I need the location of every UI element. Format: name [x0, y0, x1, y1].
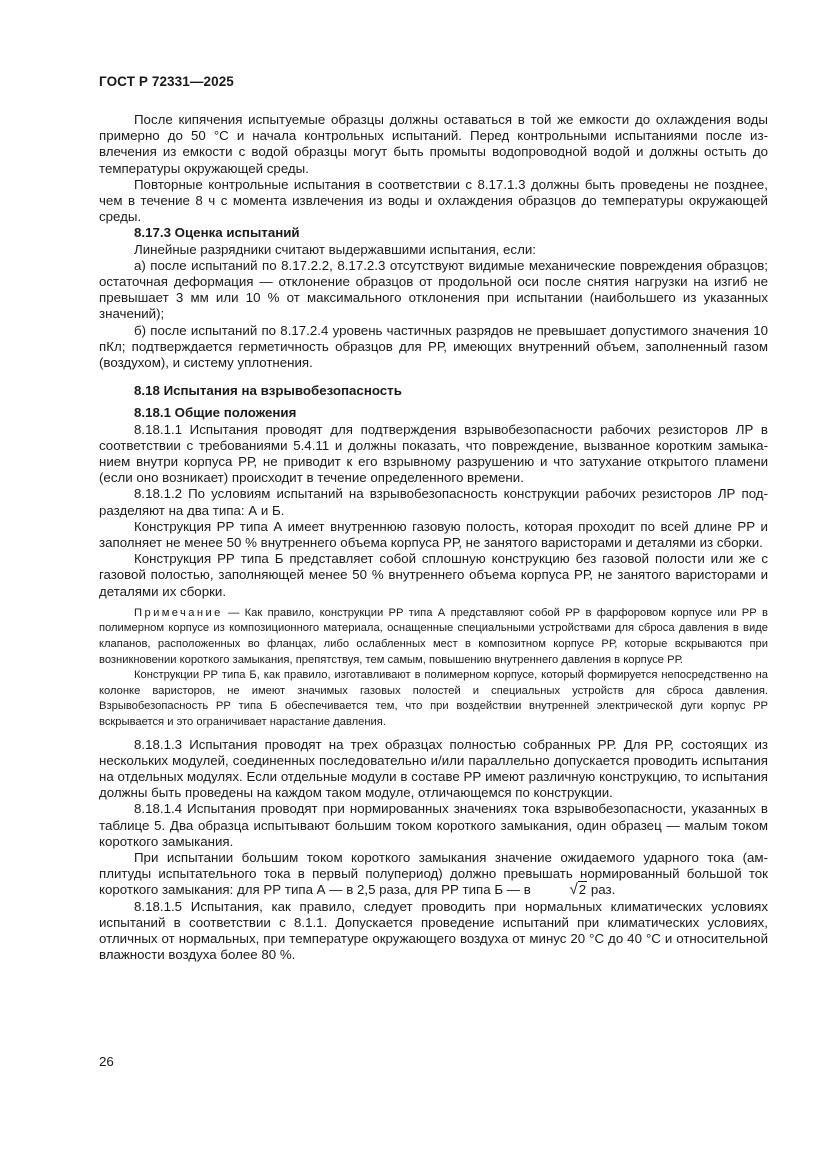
paragraph-high-current-text: При испытании большим током короткого замыкания значение ожидаемого ударного тока (амплитуды испытательного тока в первый полупериод) должно превышать нормированный большой ток короткого замыкания: для РР типа А — в 2,5 раза, для РР типа Б — в: [99, 850, 768, 898]
sqrt-argument: 2: [578, 882, 587, 898]
note-1: [99, 606, 768, 668]
paragraph-repeat-tests: Повторные контрольные испытания в соответствии с 8.17.1.3 должны быть проведены не позднее, чем в течение 8 ч с момента извлечения из воды и охлаждения образцов до температуры окружающей среды.: [99, 176, 768, 225]
paragraph-type-a: Конструкция РР типа А имеет внутреннюю газовую полость, которая проходит по всей длине РР и заполняет не менее 50 % внутреннего объема корпуса РР, не занятого варисторами и деталями из сборки.: [99, 518, 768, 551]
note-label: Примечание: [134, 606, 223, 619]
paragraph-type-b: Конструкция РР типа Б представляет собой сплошную конструкцию без газовой полости или же с газовой полостью, заполняющей менее 50 % внутреннего объема корпуса РР, не занятого варисторами и деталями их сборки.: [99, 551, 768, 599]
section-heading-8-18: 8.18 Испытания на взрывобезопасность: [134, 383, 402, 399]
paragraph-8-18-1-5: 8.18.1.5 Испытания, как правило, следует проводить при нормальных климатических условиях испытаний в соответствии с 8.1.1. Допускается проведение испытаний при климатических условиях, отличных от нормальных, при температуре окружающего воздуха от минус 20 °С до 40 °С и относительной влажности воздуха более 80 %.: [99, 898, 768, 963]
section-heading-8-18-1: 8.18.1 Общие положения: [134, 405, 297, 421]
section-heading-8-17-3: 8.17.3 Оценка испытаний: [134, 225, 300, 241]
list-item-b: б) после испытаний по 8.17.2.4 уровень частичных разрядов не превышает допустимого значения 10 пКл; подтверждается герметичность образцов для РР, имеющих внутренний объем, заполненный газом (воздухом), и систему уплотнения.: [99, 322, 768, 371]
document-header: ГОСТ Р 72331—2025: [99, 74, 234, 89]
paragraph-criteria-intro: Линейные разрядники считают выдержавшими испытания, если:: [134, 241, 536, 257]
note-2: Конструкции РР типа Б, как правило, изготавливают в полимерном корпусе, который формируется непосредственно на колонке варисторов, не имеют значимых газовых полостей и специальных устройств для сброса давления. Взрывобезопасность РР типа Б обеспечивается тем, что при воздействии внутренней электрической дуги корпус РР вскрывается и это ограничивает нарастание давления.: [99, 669, 768, 729]
paragraph-8-18-1-3: 8.18.1.3 Испытания проводят на трех образцах полностью собранных РР. Для РР, состоящих из нескольких модулей, соединенных последовательно и/или параллельно допускается проводить испытания на отдельных модулях. Если отдельные модули в составе РР имеют различную конструкцию, то испытания должны быть проведены на каждом таком модуле, отличающемся по конструкции.: [99, 736, 768, 801]
paragraph-8-18-1-1: 8.18.1.1 Испытания проводят для подтверждения взрывобезопасности рабочих резисторов ЛР в соответствии с требованиями 5.4.11 и должны показать, что повреждение, вызванное коротким замыканием внутри корпуса РР, не приводит к его взрывному разрушению и что затухание открытого пламени (если оно возникает) происходит в течение определенного времени.: [99, 421, 768, 486]
paragraph-high-current: [99, 850, 768, 899]
sqrt-two: [535, 882, 588, 898]
sqrt-sign: √: [569, 881, 578, 899]
paragraph-boiling: После кипячения испытуемые образцы должны оставаться в той же емкости до охлаждения воды примерно до 50 °С и начала контрольных испытаний. Перед контрольными испытаниями после извлечения из емкости с водой образцы могут быть промыты водопроводной водой и должны остыть до температуры окружающей среды.: [99, 112, 768, 176]
paragraph-8-18-1-4: 8.18.1.4 Испытания проводят при нормированных значениях тока взрывобезопасности, указанных в таблице 5. Два образца испытывают большим током короткого замыкания, один образец — малым током короткого замыкания.: [99, 801, 768, 849]
document-body: [99, 112, 768, 963]
page-number: 26: [99, 1054, 114, 1069]
list-item-a: а) после испытаний по 8.17.2.2, 8.17.2.3 отсутствуют видимые механические повреждения образцов; остаточная деформация — отклонение образцов от продольной оси после снятия нагрузки на изгиб не превышает 3 мм или 10 % от максимального отклонения при испытании (наибольшего из указанных значений);: [99, 257, 768, 322]
paragraph-high-current-end: раз.: [587, 882, 616, 898]
note-1-text: — Как правило, конструкции РР типа А представляют собой РР в фарфоровом корпусе или РР в полимерном корпусе из композиционного материала, оснащенные специальными устройствами для сброса давления в виде клапанов, расположенных во фланцах, либо ослабленных мест в композитном корпусе РР, которые вскрываются при возникновении короткого замыкания, препятствуя, тем самым, повышению внутреннего давления в корпусе РР.: [99, 606, 768, 666]
paragraph-8-18-1-2: 8.18.1.2 По условиям испытаний на взрывобезопасность конструкции рабочих резисторов ЛР подразделяют на два типа: А и Б.: [99, 486, 768, 518]
